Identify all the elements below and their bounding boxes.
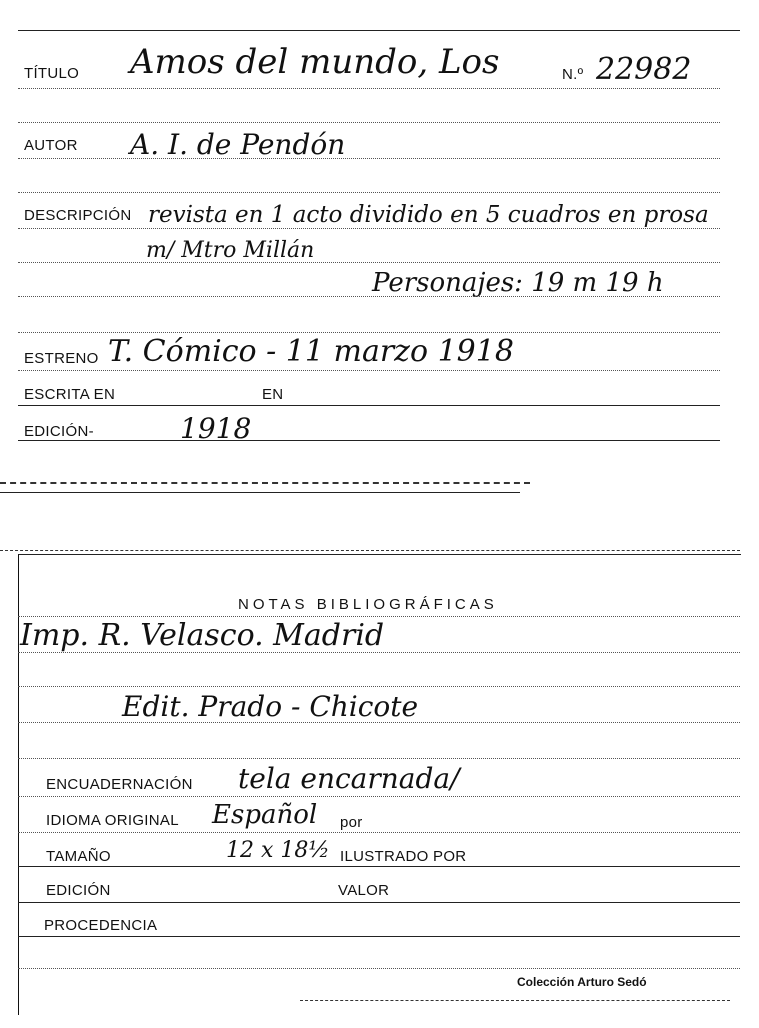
escrita-line — [18, 405, 720, 406]
procedencia-subline — [18, 968, 740, 969]
idioma-value: Español — [212, 800, 318, 830]
collection-stamp: Colección Arturo Sedó — [517, 975, 647, 989]
idioma-label: IDIOMA ORIGINAL — [46, 812, 179, 829]
tamano-line — [18, 866, 740, 867]
estreno-value: T. Cómico - 11 marzo 1918 — [108, 334, 514, 369]
note-line2: Edit. Prado - Chicote — [122, 690, 419, 723]
procedencia-line — [18, 936, 740, 937]
card-torn-edge — [0, 482, 530, 484]
en-label: EN — [262, 386, 284, 403]
titulo-line — [18, 88, 720, 89]
encuadernacion-value: tela encarnada/ — [238, 762, 460, 795]
descripcion-subline-1 — [18, 262, 720, 263]
autor-value: A. I. de Pendón — [130, 128, 346, 161]
edicion-label: EDICIÓN- — [24, 423, 94, 440]
ilustrado-label: ILUSTRADO POR — [340, 848, 467, 865]
numero-label: N.º — [562, 66, 584, 83]
notas-line-3 — [18, 686, 740, 687]
procedencia-label: PROCEDENCIA — [44, 917, 158, 934]
bottom-card-bottom-edge — [300, 1000, 730, 1001]
valor-label: VALOR — [338, 882, 390, 899]
tamano-value: 12 x 18½ — [226, 838, 330, 863]
estreno-label: ESTRENO — [24, 350, 99, 367]
descripcion-label: DESCRIPCIÓN — [24, 207, 132, 224]
note-line1: Imp. R. Velasco. Madrid — [20, 618, 385, 653]
escrita-en-label: ESCRITA EN — [24, 386, 116, 403]
autor-label: AUTOR — [24, 137, 78, 154]
descripcion-line2: m/ Mtro Millán — [146, 238, 315, 263]
tamano-label: TAMAÑO — [46, 848, 111, 865]
edicion-bottom-label: EDICIÓN — [46, 882, 111, 899]
descripcion-line3: Personajes: 19 m 19 h — [372, 268, 664, 298]
notas-line-4 — [18, 722, 740, 723]
card-bottom-line — [0, 492, 520, 493]
descripcion-line1: revista en 1 acto dividido en 5 cuadros en prosa — [148, 202, 709, 228]
descripcion-line — [18, 228, 720, 229]
descripcion-subline-2 — [18, 296, 720, 297]
edicion-line — [18, 440, 720, 441]
edicion-value: 1918 — [180, 412, 252, 445]
notas-heading: NOTAS BIBLIOGRÁFICAS — [238, 596, 498, 613]
titulo-label: TÍTULO — [24, 65, 80, 82]
edicion-bottom-line — [18, 902, 740, 903]
notas-line-5 — [18, 758, 740, 759]
descripcion-subline-3 — [18, 332, 720, 333]
titulo-value: Amos del mundo, Los — [130, 42, 500, 82]
estreno-line — [18, 370, 720, 371]
encuadernacion-line — [18, 796, 740, 797]
idioma-line — [18, 832, 740, 833]
notas-line-2 — [18, 652, 740, 653]
numero-value: 22982 — [596, 52, 692, 87]
por-label: por — [340, 814, 363, 831]
autor-subline — [18, 192, 720, 193]
top-edge-line — [18, 30, 740, 31]
encuadernacion-label: ENCUADERNACIÓN — [46, 776, 193, 793]
bottom-card-top-edge — [0, 550, 740, 551]
autor-line — [18, 158, 720, 159]
notas-line-1 — [18, 616, 740, 617]
titulo-subline — [18, 122, 720, 123]
